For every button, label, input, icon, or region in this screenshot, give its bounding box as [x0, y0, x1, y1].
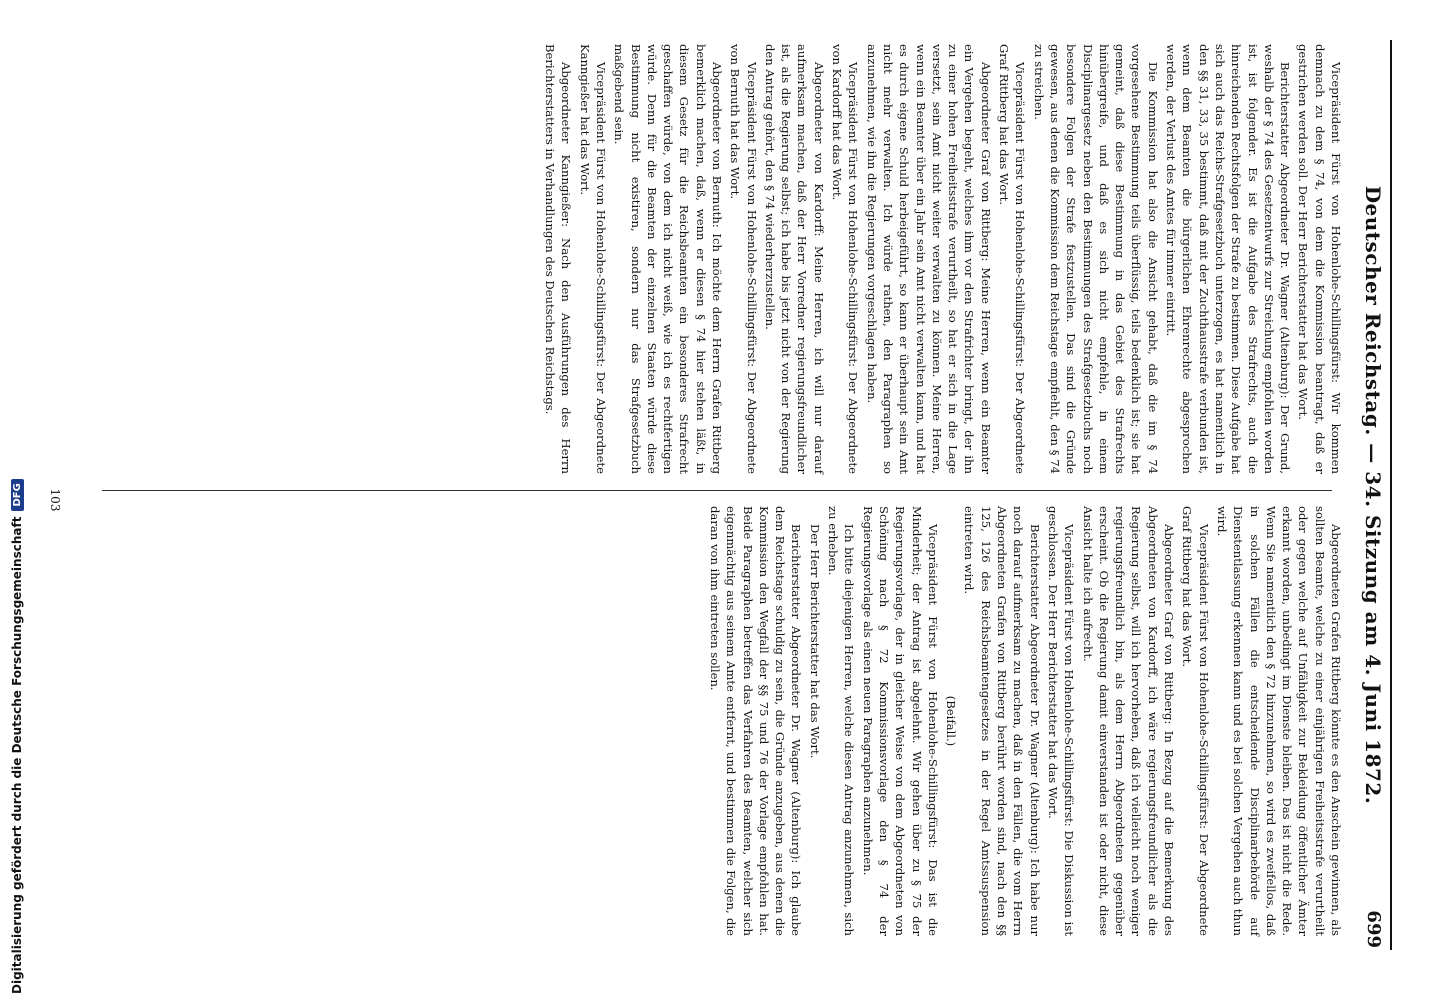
paragraph: Die Kommission hat also die Ansicht gehabt, daß die im § 74 vorgesehene Bestimmung teils überflüssig, teils bedenklich ist; sie hat gemeint, daß diese Bestimmung in das Gebiet des Strafrechts hinübergreife, und daß es sich nicht empfehle, in einem Disciplinargesetz neben den Bestimmungen des Strafgesetzbuchs noch besondere Folgen der Strafe festzustellen. Das sind die Gründe gewesen, aus denen die Kommission dem Reichstage empfiehlt, den § 74 zu streichen. — [1031, 44, 1160, 474]
right-column — [705, 506, 1344, 936]
page-number-bottom: 103 — [48, 488, 62, 512]
paragraph: (Beifall.) — [944, 695, 959, 747]
paragraph: Berichterstatter Abgeordneter Dr. Wagner (Altenburg): Ich habe nur noch darauf aufmerksam zu machen, daß in den Fällen, die vom Herrn Abgeordneten Grafen von Rittberg berührt worden sind, nach den §§ 125, 126 des Reichsbeamtengesetzes in der Regel Amtssuspension eintreten wird. — [962, 506, 1042, 936]
paragraph: Der Herr Berichterstatter hat das Wort. — [807, 524, 822, 759]
paragraph: Abgeordneter von Kardorff: Meine Herren, ich will nur darauf aufmerksam machen, daß der Herr Vorredner regierungsfreundlicher ist, als die Regierung selbst; ich habe bis jetzt nicht von der Regierung den Antrag gehört, den § 74 wiederherzustellen. — [762, 44, 826, 474]
running-header: Deutscher Reichstag. — 34. Sitzung am 4. Juni 1872. — [1361, 185, 1385, 805]
paragraph: Vicepräsident Fürst von Hohenlohe-Schillingsfürst: Der Abgeordnete von Kardorff hat das Wort. — [830, 44, 861, 474]
paragraph: Ich bitte diejenigen Herren, welche diesen Antrag anzunehmen, sich zu erheben. — [826, 506, 857, 936]
paragraph: Abgeordneter von Bernuth: Ich möchte dem Herrn Grafen Rittberg bemerklich machen, daß, wenn er diesen § 74 hier stehen läßt, in diesem Gesetz für die Reichsbeamten ein besonderes Strafrecht geschaffen würde, von dem ich nicht weiß, wie ich es rechtfertigen würde. Denn für die Beamten der einzelnen Staaten würde diese Bestimmung nicht existiren, sondern nur das Strafgesetzbuch maßgebend sein. — [612, 44, 725, 474]
header-rule — [1390, 40, 1392, 950]
paragraph: Abgeordneter Graf von Rittberg: Meine Herren, wenn ein Beamter ein Vergehen begeht, welches ihm vor den Strafrichter bringt, der ihn zu einer hohen Freiheitsstrafe verurtheilt, so hat er sich in die Lage versetzt, sein Amt nicht weiter verwalten zu können. Meine Herren, wenn ein Beamter über ein Jahr sein Amt nicht verwalten kann, und hat es durch eigene Schuld herbeigeführt, so kann er überhaupt sein Amt nicht mehr verwalten. Ich würde rathen, den Paragraphen so anzunehmen, wie ihn die Regierungen vorgeschlagen haben. — [864, 44, 993, 474]
paragraph: Vicepräsident Fürst von Hohenlohe-Schillingsfürst: Die Diskussion ist geschlossen. Der Herr Berichterstatter hat das Wort. — [1045, 506, 1077, 936]
digitization-note: Digitalisierung gefördert durch die Deutsche Forschungsgemeinschaft — [10, 516, 24, 994]
paragraph: Berichterstatter Abgeordneter Dr. Wagner (Altenburg): Ich glaube dem Reichstage schuldig zu sein, die Gründe anzugeben, aus denen die Kommission den Wegfall der §§ 75 und 76 der Vorlage empfohlen hat. Beide Paragraphen betreffen das Verfahren des Beamten, welcher sich eigenmächtig aus seinem Amte entfernt, und bestimmen die Folgen, die daran von ihm eintreten sollen. — [708, 506, 804, 936]
paragraph: Vicepräsident Fürst von Hohenlohe-Schillingsfürst: Der Abgeordnete Kanngießer hat das Wort. — [577, 44, 608, 474]
paragraph: Vicepräsident Fürst von Hohenlohe-Schillingsfürst: Wir kommen demnach zu dem § 74, von dem die Kommission beantragt, daß er gestrichen werden soll. Der Herr Berichterstatter hat das Wort. — [1296, 44, 1343, 474]
dfg-logo: DFG — [11, 479, 24, 510]
paragraph: Abgeordneter Kanngießer: Nach den Ausführungen des Herrn Berichterstatters in Verhandlungen des Deutschen Reichstags. — [543, 44, 574, 474]
paragraph: Vicepräsident Fürst von Hohenlohe-Schillingsfürst: Das ist die Minderheit; der Antrag ist abgelehnt. Wir gehen über zu § 75 der Regierungsvorlage, der in gleicher Weise von dem Abgeordneten von Schöning nach § 72 Kommissionsvorlage den § 74 der Regierungsvorlage als einen neuen Paragraphen anzunehmen. — [860, 506, 940, 936]
paragraph: Vicepräsident Fürst von Hohenlohe-Schillingsfürst: Der Abgeordnete von Bernuth hat das Wort. — [728, 44, 759, 474]
paragraph: Vicepräsident Fürst von Hohenlohe-Schillingsfürst: Der Abgeordnete Graf Rittberg hat das Wort. — [997, 44, 1028, 474]
paragraph: Abgeordneten Grafen Rittberg könnte es den Anschein gewinnen, als sollten Beamte, welche zu einer einjährigen Freiheitsstrafe verurtheilt oder gegen welche auf Unfähigkeit zur Bekleidung öffentlicher Ämter erkannt worden, unbedingt im Dienste bleiben. Das ist nicht die Rede. Wenn Sie namentlich den § 72 hinzunehmen, so wird es zweifellos, daß in solchen Fällen die entscheidende Disciplinarbehörde auf Dienstentlassung erkennen kann und es bei solchen Vergehen auch thun wird. — [1214, 506, 1343, 936]
paragraph: Berichterstatter Abgeordneter Dr. Wagner (Altenburg): Der Grund, weshalb der § 74 des Gesetzentwurfs zur Streichung empfohlen worden ist, ist folgender. Es ist die Aufgabe des Strafrechts, auch die hinreichenden Rechtsfolgen der Strafe zu bestimmen. Diese Aufgabe hat sich auch das Reichs-Strafgesetzbuch unterzogen, es hat namentlich in den §§ 31, 33, 35 bestimmt, daß mit der Zuchthausstrafe verbunden ist, wenn dem Beamten die bürgerlichen Ehrenrechte abgesprochen werden, der Verlust des Amtes für immer eintritt. — [1164, 44, 1293, 474]
digitization-footer — [6, 4, 28, 994]
column-divider — [102, 490, 1332, 491]
paragraph: Vicepräsident Fürst von Hohenlohe-Schillingsfürst: Der Abgeordnete Graf Rittberg hat das Wort. — [1180, 506, 1211, 936]
page-number-top: 699 — [1363, 910, 1384, 948]
paragraph: Abgeordneter Graf von Rittberg: In Bezug auf die Bemerkung des Abgeordneten von Kardorff, ich wäre regierungsfreundlicher als die Regierung selbst, will ich hervorheben, daß ich vielleicht noch weniger regierungsfreundlich bin, als dem Herrn Abgeordneten gegenüber erscheint. Ob die Regierung damit einverstanden ist oder nicht, diese Ansicht halte ich aufrecht. — [1080, 506, 1177, 936]
left-column — [540, 44, 1344, 474]
